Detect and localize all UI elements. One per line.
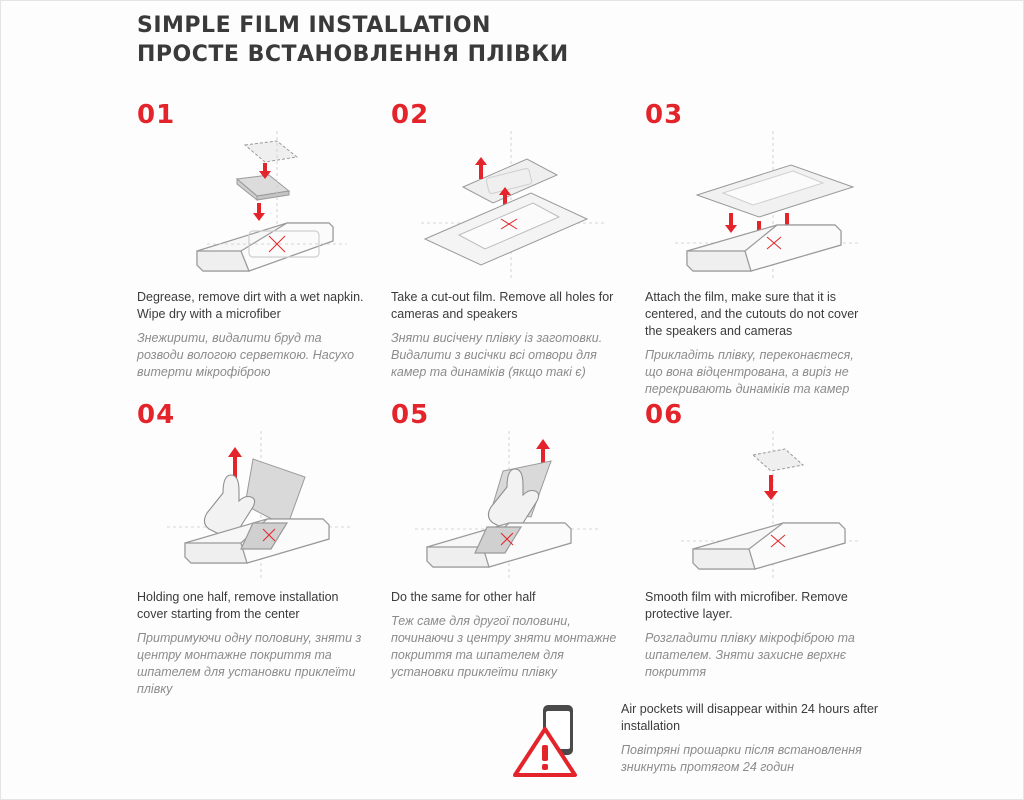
footer-text-en: Air pockets will disappear within 24 hours after installation [621,702,879,733]
step-illustration-smooth-with-microfiber [645,431,873,581]
step-number: 03 [645,100,684,130]
step-illustration-film-sheet-cutout [391,131,619,281]
step-06 [645,401,873,681]
warning-phone-icon [513,703,609,777]
step-text-uk: Розгладити плівку мікрофіброю та шпателем. Зняти захисне верхнє покриття [645,631,855,679]
step-illustration-phone-with-wipe [137,131,365,281]
footer-text-block [621,701,901,776]
step-03 [645,101,873,398]
step-illustration-film-onto-phone [645,131,873,281]
page-title: SIMPLE FILM INSTALLATION [137,13,491,38]
step-text-uk: Теж саме для другої половини, починаючи з центру зняти монтажне покриття та шпателем для установки приклеїти плівку [391,614,617,679]
step-text-en: Holding one half, remove installation cover starting from the center [137,590,339,621]
step-04 [137,401,365,698]
step-text-en: Smooth film with microfiber. Remove protective layer. [645,590,848,621]
step-01 [137,101,365,381]
step-number: 06 [645,400,684,430]
step-text-uk: Зняти висічену плівку із заготовки. Видалити з висічки всі отвори для камер та динаміків (якщо такі є) [391,331,603,379]
step-number: 04 [137,400,176,430]
step-illustration-peel-first-half [137,431,365,581]
step-02 [391,101,619,381]
page-header [137,13,569,69]
footer-text-uk: Повітряні прошарки після встановлення зникнуть протягом 24 годин [621,743,862,774]
step-05 [391,401,619,681]
step-text-en: Attach the film, make sure that it is centered, and the cutouts do not cover the speakers and cameras [645,290,859,338]
step-number: 05 [391,400,430,430]
step-number: 01 [137,100,176,130]
step-text-en: Do the same for other half [391,590,536,604]
step-number: 02 [391,100,430,130]
step-text-uk: Прикладіть плівку, переконаєтеся, що вона відцентрована, а виріз не перекривають динаміків та камер [645,348,854,396]
step-text-uk: Знежирити, видалити бруд та розводи вологою серветкою. Насухо витерти мікрофіброю [137,331,355,379]
step-text-en: Degrease, remove dirt with a wet napkin. Wipe dry with a microfiber [137,290,364,321]
step-text-uk: Притримуючи одну половину, зняти з центру монтажне покриття та шпателем для установки приклеїти плівку [137,631,362,696]
page-subtitle: ПРОСТЕ ВСТАНОВЛЕННЯ ПЛІВКИ [137,42,569,67]
step-illustration-peel-second-half [391,431,619,581]
step-text-en: Take a cut-out film. Remove all holes for cameras and speakers [391,290,614,321]
